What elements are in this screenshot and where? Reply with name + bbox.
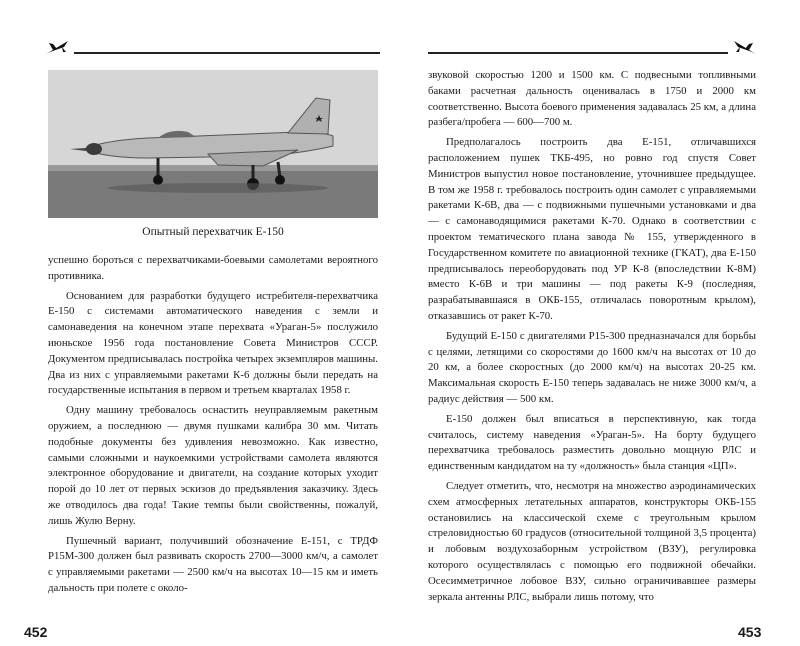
page-number: 452 <box>24 624 48 640</box>
paragraph: Одну машину требовалось оснастить неуправляемым ракетным оружием, а последнюю — двумя пушками калибра 30 мм. Читать подобные документы без удивления невозможно. Как известно, самыми сложными и наукоемкими устройствами самолета являются электронное оборудование и двигатели, на создание которых уходит порой до 10 лет от первых эскизов до предъявления заказчику. Здесь же отводилось два года! Такие темпы были свойственны, пожалуй, лишь Жулю Верну. <box>48 404 378 527</box>
plane-icon <box>44 38 70 56</box>
photo-caption: Опытный перехватчик Е-150 <box>142 226 284 238</box>
paragraph: звуковой скоростью 1200 и 1500 км. С подвесными топливными баками расчетная дальность оценивалась в 1750 и 2000 км соответственно. Высота боевого применения задавалась 25 км, а длина разбега/пробега — 600—700 м. <box>428 69 756 129</box>
paragraph: Е-150 должен был вписаться в перспективную, как тогда считалось, систему наведения «Ураган-5». На борту будущего перехватчика требовалось разместить довольно мощную РЛС и единственным кандидатом на ту «должность» была станция «ЦП». <box>428 412 756 473</box>
right-text-column <box>428 68 756 609</box>
paragraph: Пушечный вариант, получивший обозначение Е-151, с ТРДФ Р15М-300 должен был развивать скорость 2700—3000 км/ч, а самолет с управляемыми ракетами — 2500 км/ч на высотах 10—15 км и иметь дальность при полете с около- <box>48 534 378 594</box>
header-rule <box>74 52 380 54</box>
paragraph: Следует отметить, что, несмотря на множество аэродинамических схем атмосферных летательных аппаратов, конструкторы ОКБ-155 остановились на классической схеме с треугольным крылом стреловидностью 60 градусов (относительной толщиной 3,5 процента) и лобовым воздухозаборным устройством (ВЗУ), регулировка которого осуществлялась с помощью его подвижной обечайки. Осесимметричное лобовое ВЗУ, сильно ограничивавшее размеры зеркала антенны РЛС, выбрали лишь потому, что <box>428 479 756 603</box>
right-page <box>400 0 800 646</box>
aircraft-photo-image <box>48 70 378 218</box>
left-text-column <box>48 253 378 601</box>
paragraph: Предполагалось построить два Е-151, отличавшихся расположением пушек ТКБ-495, но ровно год спустя Совет Министров выпустил новое постановление, уточнившее предыдущее. В том же 1958 г. требовалось построить один самолет с управляемыми ракетами К-6В, два — с подвижными пушечными установками и два — с самонаводящимися ракетами К-70. Однако в соответствии с проектом тематического плана завода № 155, утвержденного в Государственном комитете по авиационной технике (ГКАТ), два Е-150 предписывалось переоборудовать под УР К-8 (впоследствии К-8М) вместо К-6В и три машины — под ракеты К-9 (последняя, разрабатывавшаяся в ОКБ-155, отличалась поворотным крылом), отказавшись от ракет К-70. <box>428 136 756 322</box>
paragraph: успешно бороться с перехватчиками-боевыми самолетами вероятного противника. <box>48 254 378 282</box>
header-rule <box>428 52 728 54</box>
paragraph: Основанием для разработки будущего истребителя-перехватчика Е-150 с системами автоматического наведения с земли и самонаведения на конечном этапе перехвата «Ураган-5» послужило июньское 1956 года постановление Совета Министров СССР. Документом предписывалась постройка четырех экземпляров машины. Два из них с управляемыми ракетами К-6 должны были передать на государственные испытания в первом и третьем кварталах 1958 г. <box>48 289 378 397</box>
page-number: 453 <box>738 624 762 640</box>
paragraph: Будущий Е-150 с двигателями Р15-300 предназначался для борьбы с целями, летящими со скоростями до 1600 км/ч на высотах от 10 до 20 км, а более скоростных (до 2000 км/ч) на высотах 20-25 км. Максимальная скорость Е-150 теперь задавалась не ниже 3000 км/ч, а радиус действия — 500 км. <box>428 329 756 405</box>
aircraft-photo <box>48 70 378 218</box>
plane-icon <box>732 38 758 56</box>
